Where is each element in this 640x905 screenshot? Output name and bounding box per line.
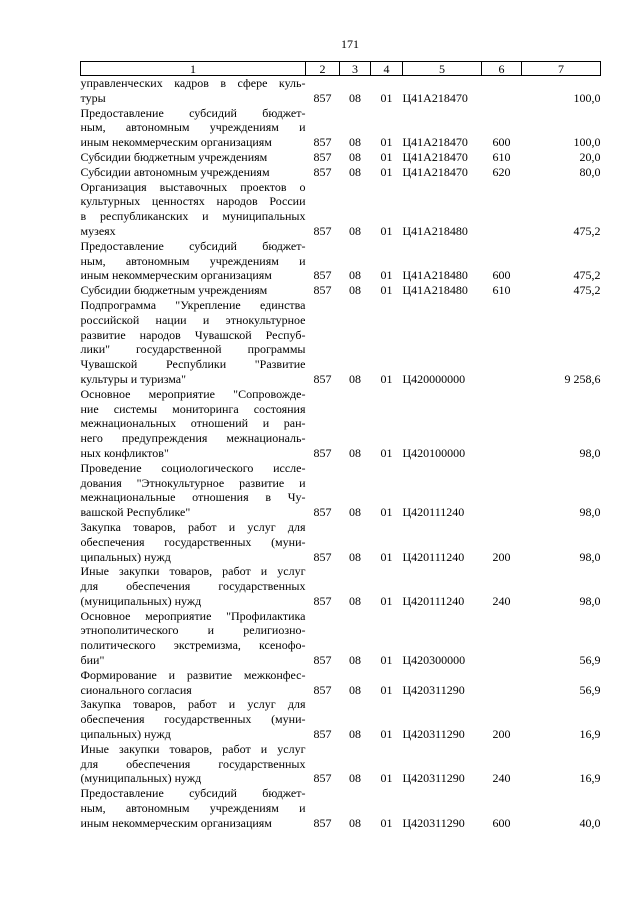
column-header: 1 bbox=[81, 62, 306, 76]
subsection-code: 01 bbox=[380, 164, 393, 179]
subsection-code: 01 bbox=[380, 90, 393, 105]
row-name-line: ципальных) нужд bbox=[80, 549, 171, 564]
subsection-code: 01 bbox=[380, 283, 393, 298]
row-name-line: этнополитического и религиозно- bbox=[80, 623, 306, 638]
row-name-line: Подпрограмма "Укрепление единства bbox=[80, 297, 306, 312]
subsection-code: 01 bbox=[380, 815, 393, 830]
row-name-line: Иные закупки товаров, работ и услуг bbox=[80, 741, 306, 756]
target-article-code: Ц420111240 bbox=[402, 505, 465, 520]
expense-type-code bbox=[482, 76, 522, 106]
row-name-line: межнациональные отношения в Чу- bbox=[80, 490, 306, 505]
table-row bbox=[81, 283, 601, 298]
section-code: 08 bbox=[349, 283, 361, 298]
row-name bbox=[81, 564, 306, 608]
column-header: 3 bbox=[340, 62, 371, 76]
amount: 475,2 bbox=[573, 223, 601, 238]
row-name bbox=[81, 461, 306, 520]
target-article-code: Ц41А218480 bbox=[402, 283, 468, 298]
table-row bbox=[81, 742, 601, 786]
row-name-line: политического экстремизма, ксенофо- bbox=[80, 638, 306, 653]
section-code: 08 bbox=[349, 445, 361, 460]
page-number: 171 bbox=[341, 37, 359, 51]
row-name-line: него предупреждения межнациональ- bbox=[80, 431, 306, 446]
row-name-line: сионального согласия bbox=[80, 682, 192, 697]
row-name bbox=[81, 76, 306, 106]
ministry-code: 857 bbox=[313, 164, 332, 179]
amount: 475,2 bbox=[573, 283, 601, 298]
row-name bbox=[81, 106, 306, 150]
amount: 100,0 bbox=[573, 90, 601, 105]
ministry-code: 857 bbox=[313, 445, 332, 460]
ministry-code: 857 bbox=[313, 682, 332, 697]
section-code: 08 bbox=[349, 653, 361, 668]
expense-type-code: 600 bbox=[492, 135, 511, 150]
subsection-code: 01 bbox=[380, 135, 393, 150]
subsection-code: 01 bbox=[380, 149, 393, 164]
ministry-code: 857 bbox=[313, 268, 332, 283]
row-name-line: иным некоммерческим организациям bbox=[80, 268, 272, 283]
section-code: 08 bbox=[349, 371, 361, 386]
row-name-line: Субсидии бюджетным учреждениям bbox=[80, 149, 268, 164]
target-article-code: Ц420311290 bbox=[402, 771, 465, 786]
row-name bbox=[81, 180, 306, 239]
section-code: 08 bbox=[349, 593, 361, 608]
row-name-line: ных конфликтов" bbox=[80, 445, 169, 460]
ministry-code: 857 bbox=[313, 653, 332, 668]
subsection-code: 01 bbox=[380, 593, 393, 608]
target-article-code: Ц41А218470 bbox=[402, 135, 468, 150]
row-name-line: для обеспечения государственных bbox=[80, 756, 306, 771]
row-name-line: для обеспечения государственных bbox=[80, 579, 306, 594]
column-header: 4 bbox=[371, 62, 403, 76]
row-name bbox=[81, 609, 306, 668]
column-header: 6 bbox=[482, 62, 522, 76]
ministry-code: 857 bbox=[313, 505, 332, 520]
table-row bbox=[81, 461, 601, 520]
row-name-line: ным, автономным учреждениям и bbox=[80, 253, 306, 268]
table-row bbox=[81, 786, 601, 830]
row-name-line: российской нации и этнокультурное bbox=[80, 312, 306, 327]
target-article-code: Ц41А218470 bbox=[402, 149, 468, 164]
target-article-code: Ц41А218470 bbox=[402, 90, 468, 105]
section-code: 08 bbox=[349, 164, 361, 179]
row-name-line: музеях bbox=[80, 223, 116, 238]
amount: 80,0 bbox=[579, 164, 601, 179]
row-name-line: культурных ценностях народов России bbox=[80, 194, 306, 209]
table-row bbox=[81, 239, 601, 283]
table-row bbox=[81, 106, 601, 150]
target-article-code: Ц420300000 bbox=[402, 653, 466, 668]
section-code: 08 bbox=[349, 223, 361, 238]
row-name-line: Субсидии автономным учреждениям bbox=[80, 164, 270, 179]
expense-type-code: 240 bbox=[492, 593, 511, 608]
expense-type-code: 200 bbox=[492, 549, 511, 564]
amount: 56,9 bbox=[579, 682, 601, 697]
row-name-line: обеспечения государственных (муни- bbox=[80, 534, 306, 549]
row-name-line: (муниципальных) нужд bbox=[80, 771, 202, 786]
ministry-code: 857 bbox=[313, 771, 332, 786]
row-name-line: Предоставление субсидий бюджет- bbox=[80, 105, 306, 120]
expense-type-code: 600 bbox=[492, 815, 511, 830]
table-row bbox=[81, 150, 601, 165]
row-name-line: Организация выставочных проектов о bbox=[80, 179, 306, 194]
amount: 475,2 bbox=[573, 268, 601, 283]
row-name-line: иным некоммерческим организациям bbox=[80, 135, 272, 150]
target-article-code: Ц41А218480 bbox=[402, 223, 468, 238]
row-name bbox=[81, 283, 306, 298]
ministry-code: 857 bbox=[313, 815, 332, 830]
section-code: 08 bbox=[349, 549, 361, 564]
budget-table bbox=[80, 61, 601, 831]
section-code: 08 bbox=[349, 771, 361, 786]
target-article-code: Ц420111240 bbox=[402, 549, 465, 564]
amount: 40,0 bbox=[579, 815, 601, 830]
ministry-code: 857 bbox=[313, 283, 332, 298]
amount: 56,9 bbox=[579, 653, 601, 668]
row-name-line: Предоставление субсидий бюджет- bbox=[80, 238, 306, 253]
row-name-line: развитие народов Чувашской Респуб- bbox=[80, 327, 306, 342]
section-code: 08 bbox=[349, 135, 361, 150]
row-name-line: Основное мероприятие "Сопровожде- bbox=[80, 386, 306, 401]
subsection-code: 01 bbox=[380, 371, 393, 386]
row-name-line: управленческих кадров в сфере куль- bbox=[80, 76, 306, 90]
row-name bbox=[81, 668, 306, 698]
expense-type-code bbox=[482, 298, 522, 387]
row-name-line: межнациональных отношений и ран- bbox=[80, 416, 306, 431]
row-name-line: дования "Этнокультурное развитие и bbox=[80, 475, 306, 490]
subsection-code: 01 bbox=[380, 445, 393, 460]
subsection-code: 01 bbox=[380, 653, 393, 668]
column-header: 7 bbox=[522, 62, 601, 76]
row-name-line: Закупка товаров, работ и услуг для bbox=[80, 519, 306, 534]
ministry-code: 857 bbox=[313, 727, 332, 742]
target-article-code: Ц420000000 bbox=[402, 371, 466, 386]
table-header-row bbox=[81, 62, 601, 76]
row-name-line: лики" государственной программы bbox=[80, 342, 306, 357]
row-name-line: (муниципальных) нужд bbox=[80, 593, 202, 608]
row-name-line: Предоставление субсидий бюджет- bbox=[80, 786, 306, 801]
section-code: 08 bbox=[349, 682, 361, 697]
row-name bbox=[81, 239, 306, 283]
target-article-code: Ц41А218470 bbox=[402, 164, 468, 179]
target-article-code: Ц420111240 bbox=[402, 593, 465, 608]
row-name-line: ние системы мониторинга состояния bbox=[80, 401, 306, 416]
table-row bbox=[81, 609, 601, 668]
row-name-line: в республиканских и муниципальных bbox=[80, 209, 306, 224]
section-code: 08 bbox=[349, 90, 361, 105]
expense-type-code bbox=[482, 668, 522, 698]
target-article-code: Ц420100000 bbox=[402, 445, 466, 460]
expense-type-code: 610 bbox=[492, 149, 511, 164]
row-name bbox=[81, 387, 306, 461]
amount: 98,0 bbox=[579, 593, 601, 608]
table-row bbox=[81, 298, 601, 387]
subsection-code: 01 bbox=[380, 268, 393, 283]
target-article-code: Ц420311290 bbox=[402, 815, 465, 830]
table-row bbox=[81, 76, 601, 106]
expense-type-code: 620 bbox=[492, 164, 511, 179]
ministry-code: 857 bbox=[313, 135, 332, 150]
column-header: 5 bbox=[403, 62, 482, 76]
row-name-line: обеспечения государственных (муни- bbox=[80, 712, 306, 727]
row-name-line: Иные закупки товаров, работ и услуг bbox=[80, 564, 306, 579]
column-header: 2 bbox=[306, 62, 340, 76]
target-article-code: Ц41А218480 bbox=[402, 268, 468, 283]
expense-type-code: 240 bbox=[492, 771, 511, 786]
row-name-line: Чувашской Республики "Развитие bbox=[80, 357, 306, 372]
section-code: 08 bbox=[349, 268, 361, 283]
table-row bbox=[81, 387, 601, 461]
row-name bbox=[81, 165, 306, 180]
table-row bbox=[81, 668, 601, 698]
row-name bbox=[81, 786, 306, 830]
row-name-line: Формирование и развитие межконфес- bbox=[80, 667, 306, 682]
amount: 9 258,6 bbox=[564, 371, 601, 386]
expense-type-code bbox=[482, 387, 522, 461]
amount: 98,0 bbox=[579, 505, 601, 520]
table-row bbox=[81, 165, 601, 180]
section-code: 08 bbox=[349, 727, 361, 742]
row-name-line: бии" bbox=[80, 653, 105, 668]
row-name-line: вашской Республике" bbox=[80, 505, 191, 520]
row-name-line: туры bbox=[80, 90, 106, 105]
subsection-code: 01 bbox=[380, 223, 393, 238]
expense-type-code: 610 bbox=[492, 283, 511, 298]
table-row bbox=[81, 520, 601, 564]
row-name-line: ципальных) нужд bbox=[80, 727, 171, 742]
ministry-code: 857 bbox=[313, 371, 332, 386]
table-row bbox=[81, 564, 601, 608]
subsection-code: 01 bbox=[380, 549, 393, 564]
ministry-code: 857 bbox=[313, 593, 332, 608]
section-code: 08 bbox=[349, 815, 361, 830]
row-name-line: Закупка товаров, работ и услуг для bbox=[80, 697, 306, 712]
table-row bbox=[81, 697, 601, 741]
section-code: 08 bbox=[349, 505, 361, 520]
row-name bbox=[81, 298, 306, 387]
expense-type-code bbox=[482, 461, 522, 520]
amount: 98,0 bbox=[579, 549, 601, 564]
amount: 100,0 bbox=[573, 135, 601, 150]
amount: 16,9 bbox=[579, 727, 601, 742]
amount: 98,0 bbox=[579, 445, 601, 460]
row-name-line: культуры и туризма" bbox=[80, 371, 187, 386]
subsection-code: 01 bbox=[380, 771, 393, 786]
subsection-code: 01 bbox=[380, 505, 393, 520]
target-article-code: Ц420311290 bbox=[402, 682, 465, 697]
expense-type-code bbox=[482, 180, 522, 239]
expense-type-code: 600 bbox=[492, 268, 511, 283]
row-name bbox=[81, 150, 306, 165]
subsection-code: 01 bbox=[380, 682, 393, 697]
ministry-code: 857 bbox=[313, 90, 332, 105]
row-name bbox=[81, 742, 306, 786]
table-row bbox=[81, 180, 601, 239]
ministry-code: 857 bbox=[313, 149, 332, 164]
expense-type-code: 200 bbox=[492, 727, 511, 742]
target-article-code: Ц420311290 bbox=[402, 727, 465, 742]
expense-type-code bbox=[482, 609, 522, 668]
subsection-code: 01 bbox=[380, 727, 393, 742]
row-name bbox=[81, 697, 306, 741]
row-name-line: Проведение социологического иссле- bbox=[80, 460, 306, 475]
row-name-line: иным некоммерческим организациям bbox=[80, 815, 272, 830]
amount: 20,0 bbox=[579, 149, 601, 164]
row-name-line: ным, автономным учреждениям и bbox=[80, 801, 306, 816]
amount: 16,9 bbox=[579, 771, 601, 786]
section-code: 08 bbox=[349, 149, 361, 164]
row-name-line: Основное мероприятие "Профилактика bbox=[80, 608, 306, 623]
row-name bbox=[81, 520, 306, 564]
row-name-line: Субсидии бюджетным учреждениям bbox=[80, 283, 268, 298]
ministry-code: 857 bbox=[313, 549, 332, 564]
row-name-line: ным, автономным учреждениям и bbox=[80, 120, 306, 135]
ministry-code: 857 bbox=[313, 223, 332, 238]
